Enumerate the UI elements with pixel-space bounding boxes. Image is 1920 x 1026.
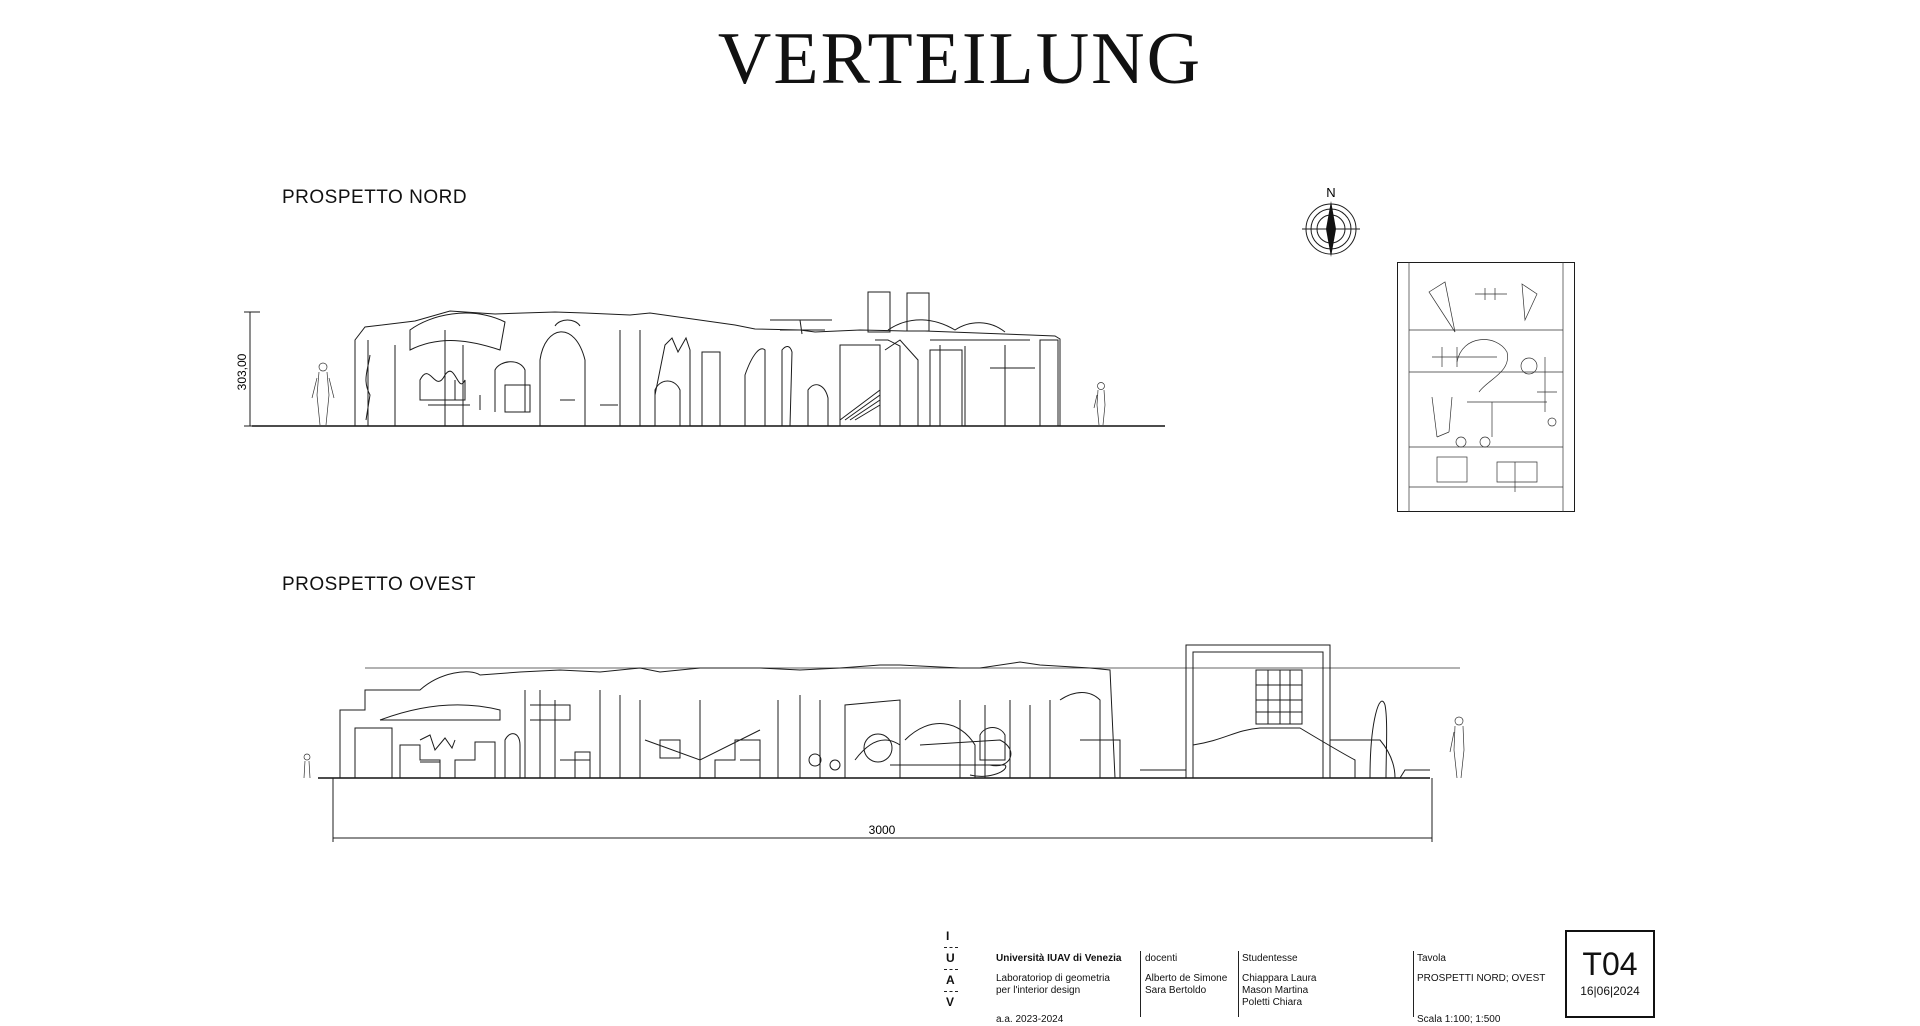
length-dimension-text: 3000 bbox=[868, 823, 896, 837]
scale-text: Scala 1:100; 1:500 bbox=[1417, 1014, 1501, 1025]
course-line-1: Laboratoriop di geometria bbox=[996, 973, 1110, 984]
university-block bbox=[996, 953, 1121, 1026]
tavola-block bbox=[1417, 953, 1545, 1026]
title-block bbox=[940, 925, 1660, 1025]
human-figure-ovest bbox=[1450, 717, 1464, 778]
elevation-ovest-label: PROSPETTO OVEST bbox=[282, 574, 477, 595]
academic-year: a.a. 2023-2024 bbox=[996, 1014, 1064, 1025]
docenti-label: docenti bbox=[1145, 953, 1178, 964]
elevation-nord-label: PROSPETTO NORD bbox=[282, 187, 468, 208]
logo-letter-v: V bbox=[946, 995, 955, 1009]
tavola-title: PROSPETTI NORD; OVEST bbox=[1417, 973, 1546, 984]
ovest-building-outline bbox=[340, 645, 1430, 778]
studente-1: Chiappara Laura bbox=[1242, 973, 1317, 984]
separator bbox=[1140, 951, 1141, 1017]
sheet-number-box bbox=[1565, 930, 1655, 1018]
course-line-2: per l'interior design bbox=[996, 985, 1081, 996]
logo-dash bbox=[944, 991, 958, 992]
university-name: Università IUAV di Venezia bbox=[996, 953, 1122, 964]
height-dimension-text: 303,00 bbox=[235, 353, 249, 391]
studenti-block bbox=[1242, 953, 1317, 1009]
child-figure bbox=[304, 754, 310, 778]
sheet-code: T04 bbox=[1582, 946, 1638, 982]
separator bbox=[1413, 951, 1414, 1017]
studenti-label: Studentesse bbox=[1242, 953, 1298, 964]
logo-letter-i: I bbox=[946, 929, 950, 943]
logo-letter-a: A bbox=[946, 973, 955, 987]
studente-2: Mason Martina bbox=[1242, 985, 1309, 996]
logo-dash bbox=[944, 969, 958, 970]
studente-3: Poletti Chiara bbox=[1242, 997, 1303, 1008]
length-dimension bbox=[333, 778, 1432, 842]
page-title: VERTEILUNG bbox=[717, 18, 1203, 100]
north-arrow-letter: N bbox=[1326, 185, 1336, 200]
logo-dash bbox=[944, 947, 958, 948]
separator bbox=[1238, 951, 1239, 1017]
sheet-date: 16|06|2024 bbox=[1580, 984, 1640, 998]
tavola-label: Tavola bbox=[1417, 953, 1446, 964]
docente-2: Sara Bertoldo bbox=[1145, 985, 1207, 996]
logo-letter-u: U bbox=[946, 951, 955, 965]
docenti-block bbox=[1145, 953, 1227, 997]
iuav-logo bbox=[940, 929, 962, 1015]
docente-1: Alberto de Simone bbox=[1145, 973, 1228, 984]
